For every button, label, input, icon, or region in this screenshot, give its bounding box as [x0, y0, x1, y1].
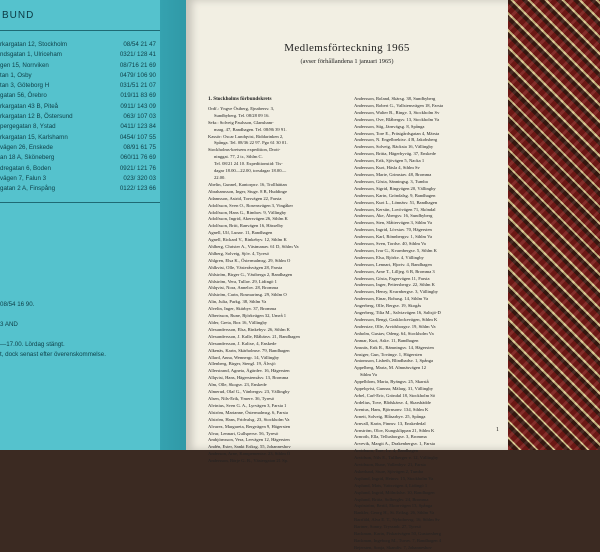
phone-number: 08/716 21 69	[119, 61, 156, 69]
member-entry: Arvevik, Margit A., Drakenbergsv. 1, Farsta	[354, 441, 435, 447]
member-entry: 22.00.	[214, 174, 226, 180]
phone-number: 0921/ 121 76	[119, 164, 156, 172]
member-entry: Alström, Hans, Fridvalsg. 23, Stockholm Va	[208, 416, 290, 422]
address-row	[0, 71, 160, 81]
member-entry: Asplund, Ingrid, Mölndalsv. 10, Bandhagen	[354, 489, 435, 495]
member-entry: Andersson, Kurt L., Lönnäsv. 51, Bandhagen	[354, 199, 438, 205]
member-entry: marg. 47, Bandhagen. Tel. 08/86 39 91.	[214, 126, 287, 132]
address-row	[0, 133, 160, 143]
member-entry: Andersson, Börje G. B., Västergatan 21 Sp.	[208, 458, 289, 464]
member-entry: Almerud, Olaf G., Vänbergsv. 23, Vällingby	[208, 389, 290, 395]
member-entry: Albertsson, Rune, Björkvägen 32, Umeå 1	[208, 313, 287, 319]
member-entry: Ahlkvist, Olle, Västeråsvägen 28, Farsta	[208, 264, 283, 270]
page-number: 1	[496, 427, 499, 433]
member-entry: Andersson, Walter B., Ringv. 3, Stockholm Sv	[354, 109, 440, 115]
address-row	[0, 91, 160, 101]
address-text: rkargatan 15, Karlshamn	[0, 133, 68, 141]
member-entry: Asplund, Ingrid, Heinsv. 15, Stockholm Va	[354, 475, 434, 481]
member-entry: Agnell, Rickard V., Rinkebyv. 12, Sthlm K	[208, 237, 287, 243]
member-entry: Sundbyberg. Tel. 08/28 09 16.	[214, 112, 270, 118]
phone-number: 08/54 21 47	[123, 41, 156, 48]
phone-number: 0122/ 123 66	[119, 185, 156, 193]
member-entry: Appelblom, Maria, Byängsv. 25, Skarstå	[354, 379, 429, 385]
member-entry: Andersson, Karin, Gröndalsg. 9, Bandhagen	[354, 192, 436, 198]
member-entry: Andersson, Robert G., Vallstensvägen 18, Farsta	[354, 102, 444, 108]
document-title: Medlemsförteckning 1965	[284, 42, 410, 54]
member-entry: Backman, Ingeborg M., Tuvav. 7, Bandhagen 4	[354, 538, 442, 543]
address-row	[0, 81, 160, 91]
member-entry: Arnett, Solveig, Blåsarbyv. 25, Spånga	[354, 413, 426, 419]
member-entry: Andersson, Solveig, Räcksta 16, Vällingby	[354, 144, 434, 150]
member-entry: Ahlberg, Christer A., Västmanav. 61 D, Sthlm Va	[208, 244, 299, 250]
member-entry: Appelqvist, Gunnar, Mälarg. 31, Vällingby	[354, 386, 434, 392]
member-entry: Andersson, Sven, Tordsv. 40, Sthlm Va	[354, 241, 426, 247]
address-row	[0, 112, 160, 122]
address-text: gatan 56, Örebro	[0, 92, 47, 100]
document-subtitle: (avser förhållandena 1 januari 1965)	[300, 58, 394, 65]
phone-number: 0911/ 143 09	[120, 102, 156, 110]
address-text: gatan 2 A, Finspång	[0, 185, 56, 193]
address-text: vägen 26, Enskede	[0, 143, 53, 151]
member-entry: Andersson, Sten, Slåttervägen 3, Sthlm Va	[354, 220, 433, 226]
member-entry: Alexandersson, Elsa, Rinkebyv. 26, Sthlm K	[208, 326, 290, 332]
address-row	[0, 164, 160, 174]
member-entry: Andersson, Marie, Grimstav. 48, Bromma	[354, 171, 432, 177]
address-text: ndsgatan 1, Ulriceham	[0, 51, 62, 59]
member-entry: Andersson, Stig, Järnvägsg. 8, Spånga	[354, 123, 425, 129]
member-entry: Ahlberg, Solveig, Sjöv. 4, Tyresö	[208, 250, 269, 256]
member-entry: Anderson, Arne, Kampementsv. 23, Sthlm Ö	[208, 451, 291, 457]
phone-number: 08/91 61 75	[123, 143, 156, 151]
address-text: tan 3, Göteborg H	[0, 82, 50, 90]
member-entry: Alin, Julia, Parkg. 38, Sthlm Va	[208, 299, 267, 305]
member-entry: Arbel, Carl-Eric, Gröndal 18, Stockholm Sö	[354, 392, 436, 398]
member-entry: Ambjörnsson, Vera, Lervägen 12, Hägersten	[208, 437, 290, 443]
member-entry: Alvelin, Inger, Skärbyv. 37, Bromma	[208, 306, 277, 312]
address-text: vägen 7, Falun 3	[0, 174, 47, 182]
member-entry: Andersson, Bengt, Gasklockevägen, Sthlm K	[354, 317, 438, 322]
info-line: 08/54 16 90.	[0, 301, 35, 308]
address-text: gen 15, Norrviken	[0, 61, 49, 69]
section-heading: 1. Stockholms förbundskrets	[208, 96, 272, 102]
address-text: rkargatan 12 B, Östersund	[0, 113, 73, 121]
member-entry: Alsen, Nils-Erik, Ymerv. 36, Tyresö	[208, 395, 275, 401]
address-text: pergegatan 8, Ystad	[0, 123, 56, 131]
member-entry: Arnvall, Karin, Finnsv. 13, Enskededal	[354, 420, 426, 426]
member-entry: Aspöström, Bertil, Ekorrvägen 13, Spånga	[354, 503, 433, 509]
member-entry: Appelberg, Maria, M. Almnäsvägen 12	[354, 365, 426, 371]
member-entry: Alvarez, Margareta, Bergvägen 9, Hägersten	[208, 423, 291, 429]
member-entry: Andersson, Lennart, Hjortv. 4, Bandhagen	[354, 261, 432, 267]
info-line	[0, 330, 160, 340]
member-entry: Andersson, Britta, Hägerbyväg. 37, Enskede	[354, 151, 436, 157]
member-entry: Agnell, Ulf, Lunav. 11, Bandhagen	[208, 230, 273, 236]
member-entry: Stockholms-kretsens expedition, Drott-	[208, 147, 281, 153]
member-entry: Alexandersson, J. Kalle, Blåbärsv. 21, Bandhagen	[208, 333, 300, 339]
member-entry: Adamsson, Astrid, Torsvägen 22, Farsta	[208, 195, 282, 201]
member-entry: Ahlström, Birger G., Västberga 2, Bandhagen	[208, 271, 293, 277]
member-entry: Sekr.: Solveig Paulsson, Glansham-	[208, 119, 274, 125]
member-entry: Ahlgren, Elsa K., Östermalmsg. 29, Sthlm O	[208, 257, 291, 263]
member-entry: Alström, Marianne, Östermalmsg. 6, Farsta	[208, 409, 288, 415]
member-entry: Andersson, Erik, Sjövägen 5, Nacka 1	[354, 158, 425, 164]
member-entry: Arvidson, Nils E., Tullberger v. 12, Vällingby	[354, 455, 439, 461]
member-entry: Tel. 08/21 24 10. Expeditionstid: Tis-	[214, 161, 283, 167]
address-text: rkargatan 12, Stockholm	[0, 41, 68, 48]
phone-number: 023/ 320 03	[123, 174, 156, 182]
member-entry: Arvidsson, Tore, Lv. 4, Bandhagen	[354, 448, 419, 454]
address-row	[0, 184, 160, 194]
left-column	[208, 96, 350, 465]
office-hours-block	[0, 300, 160, 360]
member-entry: Andén, Ester, Sankt Eriksg. 55, Johanneshov	[208, 444, 291, 450]
member-entry: Andersson, Sigrid, Ringvägen 20, Vällingby	[354, 185, 436, 191]
phone-number: 0321/ 128 41	[119, 51, 156, 59]
member-entry: Ahlström, Carin, Rosmarinsg. 29, Sthlm O	[208, 292, 287, 298]
member-entry: Allenberg, Birger, Stengl. 19, Älvsjö	[208, 361, 276, 367]
previous-page-blue	[0, 0, 188, 450]
member-entry: Backman, Karin, Fiskartvägen 50, Gustavsberg	[354, 531, 442, 537]
member-entry: Asplund, Britta, Solberghv. 24, Bromma	[354, 496, 429, 502]
member-entry: Ordf.: Yngve Östberg, Ejnabersv. 3,	[208, 105, 275, 111]
member-entry: Spånga. Tel. 08/36 22 97. Pgo 61 30 01.	[214, 140, 288, 146]
member-entry: Andersson, Kerstin, Lovövägen 71, Sköndal	[354, 206, 436, 212]
member-entry: Andersson, Einar, Bohusg. 14, Sthlm Va	[354, 296, 429, 302]
member-entry: Bartner, Sonny, Tryssmb. 27, Tyresö	[354, 524, 422, 530]
member-entry: Kassör: Oscar Lundqvist, Riddarinken 2,	[208, 133, 284, 139]
member-entry: Ardelius, Tove, Blidskärsv. 4, Skarsbädde	[354, 399, 431, 405]
address-text: dregatan 6, Boden	[0, 164, 51, 172]
right-column	[354, 96, 500, 552]
member-entry: Adolfsson, Britt, Ranvägen 16, Hässelby	[208, 223, 284, 229]
member-entry: Andersson, Henry, Kvarnbergsv. 3, Vällingby	[354, 289, 438, 295]
member-entry: Arenius, Hans, Björnsonv. 134, Sthlm K	[354, 406, 429, 412]
member-entry: Andersson, Inger, Pettersbergv. 22, Sthlm K	[354, 282, 435, 288]
address-row	[0, 143, 160, 153]
address-row	[0, 40, 160, 50]
member-entry: Andersson, Åke, Åbergsv. 16, Sundbyberg	[354, 213, 433, 219]
member-entry: Anmar, Kurt, Askv. 11, Bandhagen	[354, 337, 419, 343]
phone-number: 063/ 107 03	[123, 113, 156, 121]
member-entry: Arnström, Olov, Kungsklippan 21, Sthlm K	[354, 427, 435, 433]
blue-page-sheet	[0, 0, 160, 450]
member-entry: Andersson, Ingrid, Lövstav. 70, Hägersten	[354, 227, 432, 233]
member-entry: Alvar, Lennart, Gullspersv. 56, Tyresö	[208, 430, 279, 436]
address-text: tan 1, Osby	[0, 71, 32, 79]
member-entry: Anderstav, Olle, Arvidsborgsv. 19, Sthlm Va	[354, 323, 436, 329]
member-entry: Bankler, Georg H., St. Eriksg. 26, Sthlm Va	[354, 510, 435, 516]
member-entry: Allqvist, Hans, Hägerstensåsv. 13, Bromma	[208, 375, 289, 381]
address-list	[0, 40, 160, 194]
info-line: —17.00. Lördag stängt.	[0, 341, 65, 348]
member-entry: Alm, Olle, Skogsv. 23, Enskede	[208, 382, 267, 388]
member-entry: Adolfsson, Ingrid, Akersvägen 26, Sthlm K	[208, 216, 288, 222]
address-row	[0, 153, 160, 163]
member-entry: Ahlqvist, Nora, Annelov. 28, Bromma	[208, 285, 279, 291]
phone-number: 019/11 83 69	[120, 92, 156, 100]
member-entry: Andersson, Ove, Blåbergsv. 13, Stockholm Va	[354, 116, 440, 122]
member-entry: Angerberg, Olle, Bergsv. 19, Skogås	[354, 303, 422, 309]
member-entry: Adolfsson, Hans G., Rimbov. 9, Vällingby	[208, 209, 287, 215]
member-entry: Andersson, Arne T., Lilljeg. 6 B, Bromma 3	[354, 268, 435, 274]
member-entry: Andersson, Roland, Skärsg. 38, Sundbyberg	[354, 96, 436, 101]
address-row	[0, 61, 160, 71]
phone-number: 0454/ 107 55	[119, 133, 156, 141]
phone-number: 060/11 76 69	[120, 154, 156, 162]
address-row	[0, 122, 160, 132]
member-entry: Abrahamsson, Inger, Stugv. 8 B, Huddinge	[208, 188, 288, 194]
member-entry: Bejersten, Sonja, Skandiv. 7, Johanneshov	[354, 544, 432, 550]
phone-number: 0479/ 106 90	[119, 71, 156, 79]
member-entry: Ansiger, Gun, Tovängv. 1, Hägersten	[354, 351, 423, 357]
member-entry: ninggat. 77, 2 tr., Sthlm C.	[214, 154, 263, 160]
phone-number: 031/51 21 07	[119, 82, 156, 90]
blue-page-title: BUND	[2, 10, 35, 21]
member-entry: Ahlström, Vera, Tullav. 29, Lidingö 1	[208, 278, 277, 284]
phone-number: 0411/ 123 84	[120, 123, 156, 131]
address-row	[0, 102, 160, 112]
info-line: t, dock senast efter överenskommelse.	[0, 351, 106, 358]
member-entry: Alvinius, Sven G. A., Lyrvägen 3, Farsta 1	[208, 402, 287, 408]
member-entry: Allerstrand, Agneta, Ågärdev. 16, Hägersten	[208, 368, 290, 374]
member-entry: Adolfsson, Sven O., Rosensvägen 3, Vingåker	[208, 202, 293, 208]
member-entry: Barrfäld, Alva E. T., Nybohovsg. 16, Sthlm Sv	[354, 517, 440, 523]
member-entry: Andersson, N. Engelbrektsv. 4 B, Jakobsberg	[354, 137, 438, 143]
member-entry: Andersson, Gösta, Sänningsg. 3, Tumba	[354, 178, 428, 184]
member-entry: Andersson, Elsa, Björkv. 4, Vällingby	[354, 254, 424, 260]
divider	[0, 30, 160, 31]
member-entry: Askerlund, Sture, Sjövägen 2, Tumba	[354, 468, 424, 474]
member-entry: Andersson, Tore E., Prästgårdsgatan 4, Märsta	[354, 130, 440, 136]
member-entry: Andersson, Gösta, Fagervägen 11, Farsta	[354, 275, 430, 281]
member-entry: Allard, Anna, Wennergr. 14, Vällingby	[208, 354, 280, 360]
info-line: 3 AND	[0, 321, 18, 328]
member-entry: dagar 18.00—22.00, torsdagar 18.00—	[214, 168, 287, 174]
member-entry: Asplund, Mats, Vattsvägen 4, Lidingö 1	[354, 482, 428, 488]
member-entry: Abelin, Gunnel, Kantorpsv. 16, Trollhättan	[208, 181, 287, 187]
member-entry: Alexandersson, J. Kalixe, 4, Enskede	[208, 340, 277, 346]
address-text: rkargatan 43 B, Piteå	[0, 102, 59, 110]
address-text: an 18 A, Sköneberg	[0, 154, 55, 162]
member-entry: Arnroth, Ella, Tellusborgsv. 3, Bromma	[354, 434, 427, 440]
document-page	[186, 0, 508, 550]
member-entry: Andersson, Kurt, Häsla 4, Sthlm Sv	[354, 165, 420, 171]
member-entry: Sthlm Va	[360, 372, 377, 378]
member-entry: Andersson, Karl, Rönnbergsv. 1, Sthlm Va	[354, 234, 433, 240]
member-entry: Antonsson, Lisbeth, Blindbadsv. 1, Spånga	[354, 358, 434, 364]
member-entry: Angerberg, Tilia M., Salviavägen 16, Saltsjö-D	[354, 310, 441, 316]
info-line	[0, 310, 160, 320]
address-row	[0, 50, 160, 60]
member-entry: Ansnäs, Erik R., Rämningsv. 14, Hägersten	[354, 344, 434, 350]
member-entry: Andersson, Ivar G., Kvarnbergsv. 5, Sthlm K	[354, 247, 437, 253]
member-entry: Alkenäs, Karin, Skärholmsv. 79, Bandhagen	[208, 347, 290, 353]
address-row	[0, 174, 160, 184]
member-entry: Alder, Greta, Box 16, Vällingby	[208, 320, 268, 325]
textile-background	[505, 0, 600, 450]
member-entry: Anholm, Gustav, Odeng. 64, Stockholm Va	[354, 330, 434, 336]
divider	[0, 202, 160, 203]
member-entry: Arvidsson, Rune, Vallenbyv. 21, Farsta	[354, 462, 426, 468]
